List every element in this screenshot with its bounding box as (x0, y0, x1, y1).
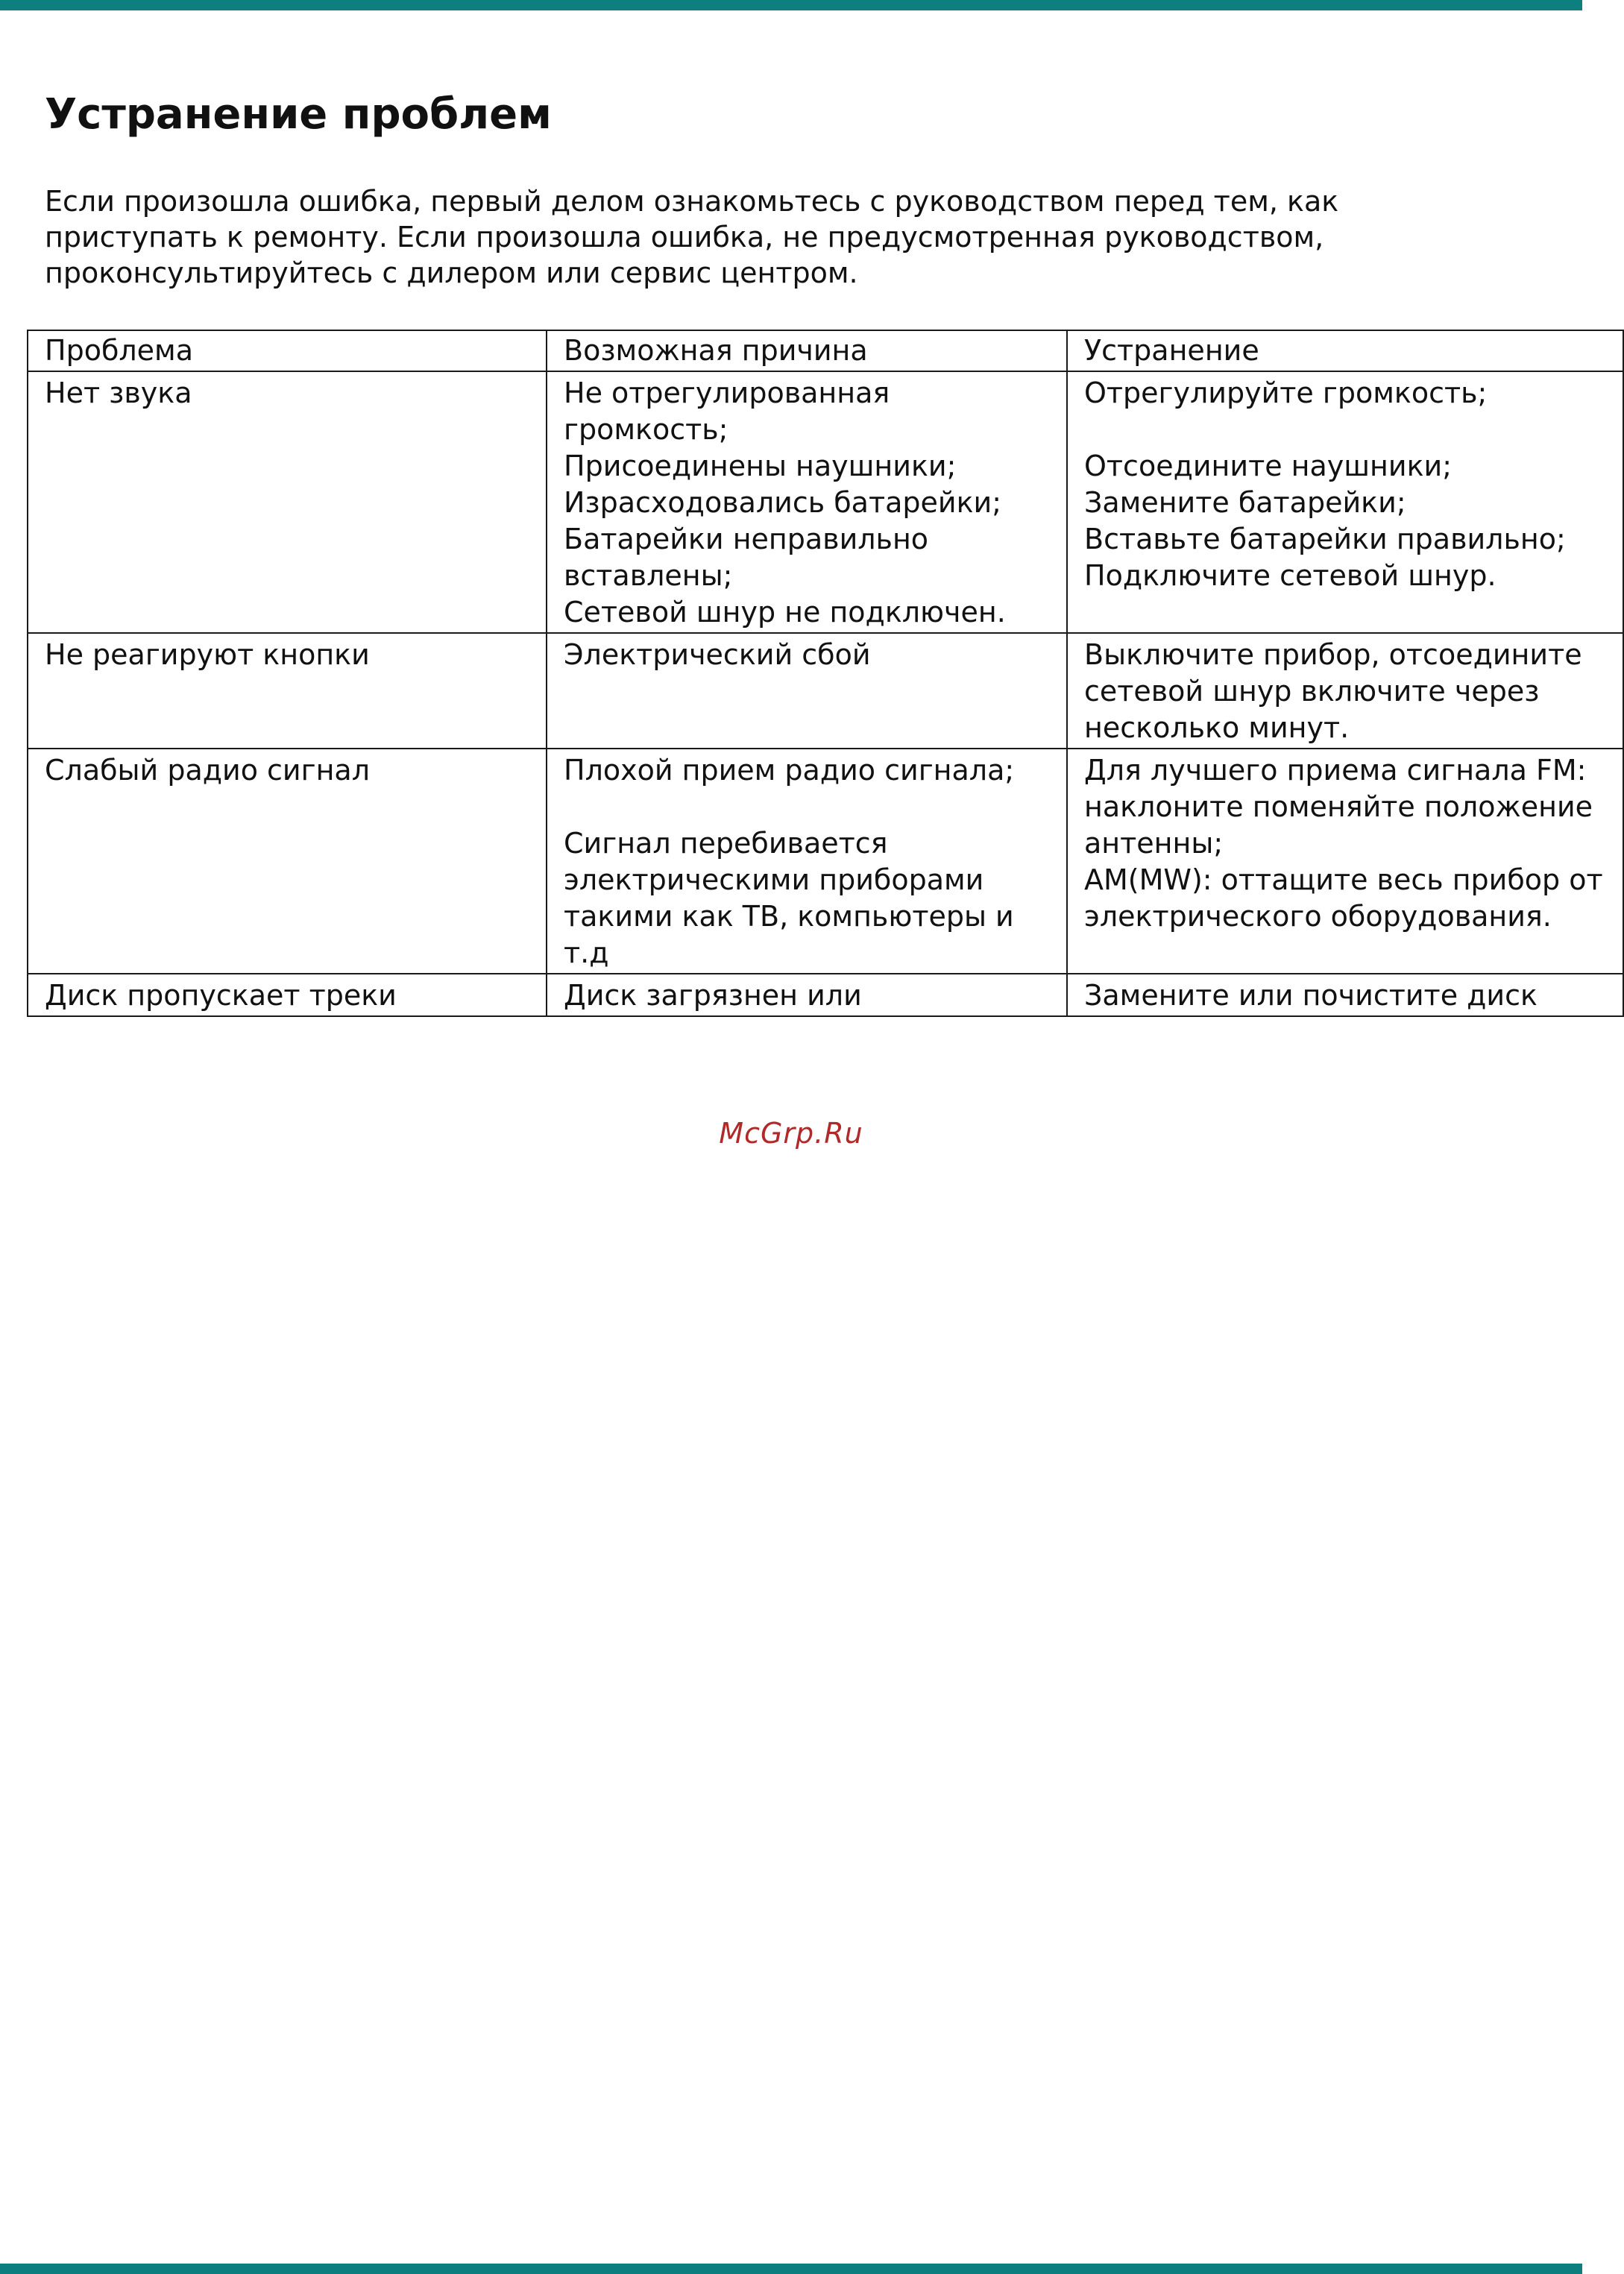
top-accent-bar (0, 0, 1582, 10)
cell-cause: Диск загрязнен или (547, 974, 1067, 1016)
header-cause: Возможная причина (547, 330, 1067, 371)
cell-cause: Не отрегулированная громкость; Присоединены наушники; Израсходовались батарейки; Батарейки неправильно вставлены; Сетевой шнур не подключен. (547, 371, 1067, 633)
cell-fix: Выключите прибор, отсоедините сетевой шнур включите через несколько минут. (1067, 633, 1623, 749)
intro-paragraph: Если произошла ошибка, первый делом ознакомьтесь с руководством перед тем, как приступать к ремонту. Если произошла ошибка, не предусмотренная руководством, проконсультируйтесь с дилером или сервис центром. (45, 185, 1339, 289)
header-problem: Проблема (28, 330, 547, 371)
troubleshooting-table (27, 330, 1624, 1017)
table-header-row (28, 330, 1623, 371)
header-fix: Устранение (1067, 330, 1623, 371)
page-title: Устранение проблем (45, 90, 552, 139)
cell-fix: Отрегулируйте громкость; Отсоедините наушники; Замените батарейки; Вставьте батарейки правильно; Подключите сетевой шнур. (1067, 371, 1623, 633)
table-row (28, 633, 1623, 749)
table-row (28, 371, 1623, 633)
cell-problem: Не реагируют кнопки (28, 633, 547, 749)
cell-fix: Замените или почистите диск (1067, 974, 1623, 1016)
cell-cause: Плохой прием радио сигнала; Сигнал перебивается электрическими приборами такими как ТВ, компьютеры и т.д (547, 749, 1067, 974)
cell-cause: Электрический сбой (547, 633, 1067, 749)
cell-problem: Нет звука (28, 371, 547, 633)
cell-problem: Диск пропускает треки (28, 974, 547, 1016)
table-row (28, 974, 1623, 1016)
bottom-accent-bar (0, 2264, 1582, 2274)
table-row (28, 749, 1623, 974)
cell-fix: Для лучшего приема сигнала FM: наклоните поменяйте положение антенны; AM(MW): оттащите весь прибор от электрического оборудования. (1067, 749, 1623, 974)
troubleshooting-table-container (27, 330, 1603, 1033)
cell-problem: Слабый радио сигнал (28, 749, 547, 974)
watermark-text: McGrp.Ru (719, 1117, 863, 1150)
